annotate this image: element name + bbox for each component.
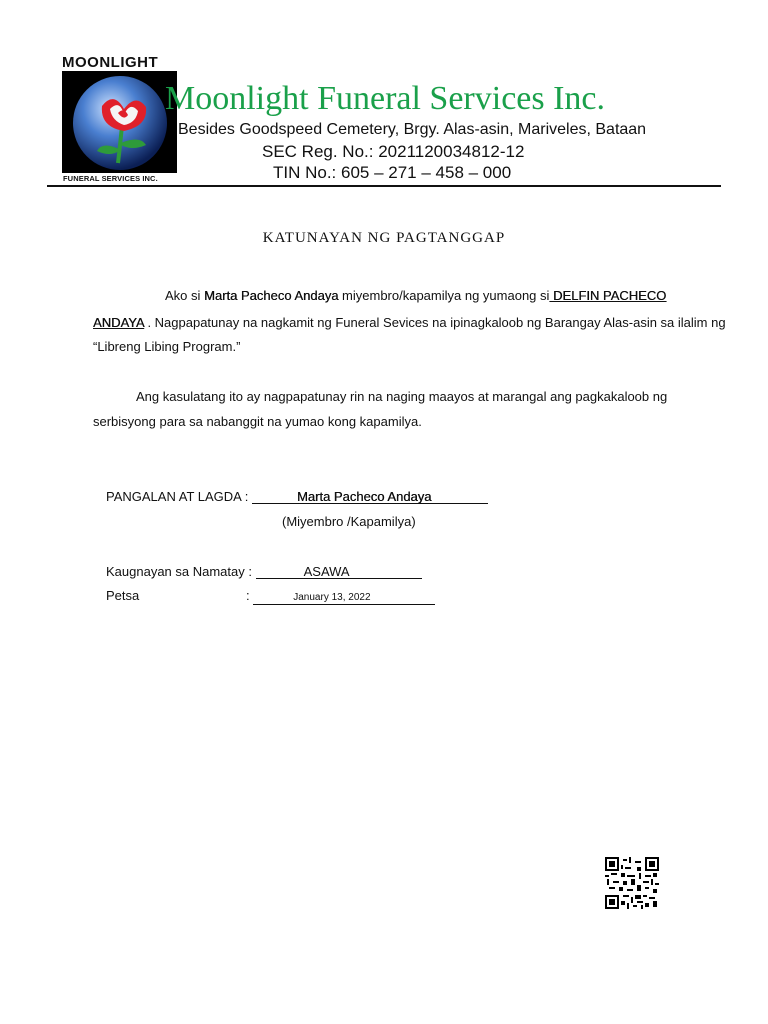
date-field (253, 591, 435, 605)
name-signature-row (106, 489, 488, 504)
tin-number: TIN No.: 605 – 271 – 458 – 000 (273, 163, 512, 182)
p1-intro: Ako si (165, 288, 205, 303)
relation-field (256, 565, 422, 579)
rose-logo-icon (62, 71, 177, 173)
sec-registration: SEC Reg. No.: 2021120034812-12 (262, 142, 525, 161)
p1-mid: miyembro/kapamilya ng yumaong si (338, 288, 550, 303)
deceased-name-last: ANDAYA (93, 315, 144, 330)
logo-tagline: FUNERAL SERVICES INC. (63, 174, 158, 183)
paragraph-1-line-1 (165, 288, 666, 303)
paragraph-2-line-2: serbisyong para sa nabanggit na yumao kong kapamilya. (93, 414, 422, 429)
date-label: Petsa (106, 588, 140, 603)
logo-wordmark: MOONLIGHT (62, 54, 159, 71)
paragraph-2-line-1: Ang kasulatang ito ay nagpapatunay rin na naging maayos at marangal ang pagkakaloob ng (136, 389, 668, 404)
company-name: Moonlight Funeral Services Inc. (165, 80, 606, 117)
relation-row (106, 564, 422, 579)
date-row (246, 588, 435, 605)
paragraph-1-line-2 (93, 315, 726, 330)
relation-value: ASAWA (303, 564, 350, 579)
member-name: Marta Pacheco Andaya (204, 288, 339, 303)
name-signature-value: Marta Pacheco Andaya (296, 489, 432, 504)
company-address: Besides Goodspeed Cemetery, Brgy. Alas-asin, Mariveles, Bataan (178, 121, 647, 138)
document-title: KATUNAYAN NG PAGTANGGAP (262, 230, 506, 246)
date-value: January 13, 2022 (293, 592, 371, 603)
deceased-name-first: DELFIN PACHECO (549, 288, 667, 303)
name-signature-field (252, 490, 488, 504)
p1-body: . Nagpapatunay na nagkamit ng Funeral Sevices na ipinagkaloob ng Barangay Alas-asin sa ilalim ng (143, 315, 726, 330)
letterhead-divider (47, 185, 721, 187)
name-signature-caption: (Miyembro /Kapamilya) (282, 514, 416, 529)
date-colon: : (246, 588, 250, 603)
qr-code-icon (605, 857, 659, 909)
relation-label: Kaugnayan sa Namatay : (106, 564, 252, 579)
paragraph-1-line-3: “Libreng Libing Program.” (93, 339, 241, 354)
name-signature-label: PANGALAN AT LAGDA : (106, 489, 249, 504)
